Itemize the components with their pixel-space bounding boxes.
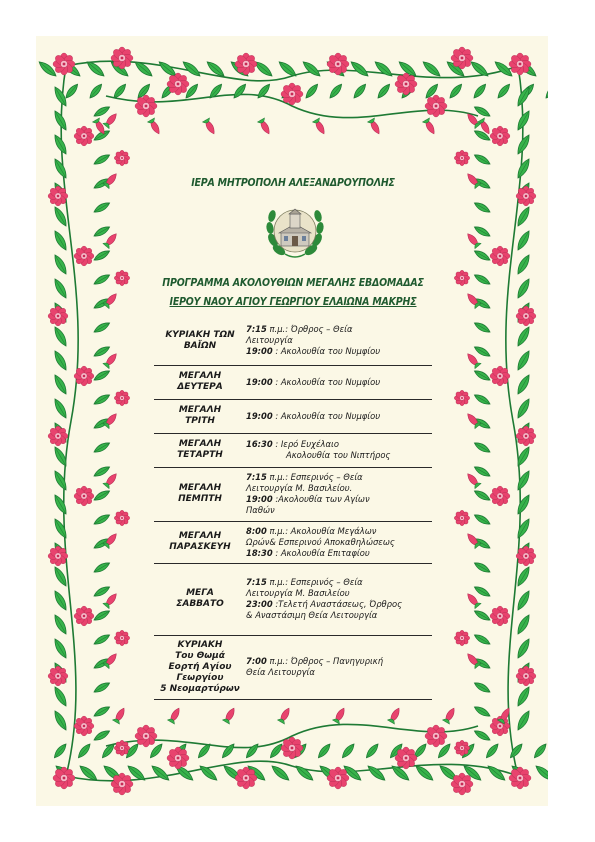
- leaf: [93, 368, 112, 382]
- flower: [114, 510, 129, 525]
- service-text: :Τελετή Αναστάσεως, Όρθρος: [272, 599, 403, 609]
- service-time: 19:00: [246, 494, 273, 504]
- schedule-services: [246, 521, 432, 563]
- bud: [388, 706, 403, 724]
- service-time: 16:30: [246, 439, 273, 449]
- service-text: : Ακολουθία του Νυμφίου: [272, 346, 381, 357]
- flower: [167, 73, 189, 95]
- leaf: [515, 253, 532, 276]
- leaf: [93, 680, 112, 694]
- service-line: [246, 505, 432, 516]
- leaf: [473, 104, 492, 118]
- schedule-row: [154, 521, 432, 563]
- leaf: [515, 517, 532, 540]
- leaf: [93, 200, 112, 214]
- bud: [443, 706, 458, 724]
- schedule-services: [246, 365, 432, 399]
- leaf: [232, 82, 248, 100]
- leaf: [364, 742, 380, 760]
- schedule-row: [154, 433, 432, 467]
- service-time: 7:00: [246, 656, 267, 666]
- leaf: [52, 229, 69, 252]
- leaf: [93, 632, 112, 646]
- flower: [74, 486, 94, 506]
- flower: [114, 270, 129, 285]
- flower: [516, 426, 536, 446]
- bud: [313, 118, 328, 136]
- service-line: [246, 411, 432, 422]
- service-time: 19:00: [246, 376, 273, 387]
- service-line: [246, 599, 432, 610]
- leaf: [534, 763, 548, 783]
- flower: [490, 606, 510, 626]
- service-text: π.μ.: Όρθρος – Θεία: [266, 324, 353, 335]
- leaf: [473, 632, 492, 646]
- leaf: [515, 157, 532, 180]
- leaf: [349, 59, 370, 79]
- flower: [490, 366, 510, 386]
- leaf: [328, 82, 344, 100]
- schedule-row: [154, 399, 432, 433]
- flower: [454, 740, 469, 755]
- schedule-row: [154, 563, 432, 635]
- leaf: [515, 613, 532, 636]
- flower: [114, 630, 129, 645]
- flower: [111, 47, 133, 69]
- leaf: [148, 742, 164, 760]
- service-line: [246, 548, 432, 559]
- leaf: [112, 82, 128, 100]
- leaf: [304, 82, 320, 100]
- flower: [74, 246, 94, 266]
- service-line: [246, 483, 432, 494]
- service-text: Λειτουργία Μ. Βασιλείου: [246, 588, 350, 598]
- leaf: [244, 742, 260, 760]
- leaf: [473, 680, 492, 694]
- leaf: [473, 440, 492, 454]
- flower: [516, 306, 536, 326]
- leaf: [93, 440, 112, 454]
- leaf: [52, 493, 69, 516]
- leaf: [76, 742, 92, 760]
- day-line: ΒΑΪΩΝ: [183, 340, 217, 351]
- schedule-services: [246, 317, 432, 365]
- leaf: [93, 152, 112, 166]
- flower: [53, 767, 75, 789]
- leaf: [515, 397, 532, 420]
- leaf: [473, 584, 492, 598]
- service-time: 7:15: [246, 324, 267, 335]
- flower: [425, 725, 447, 747]
- flower: [74, 606, 94, 626]
- schedule-services: [246, 399, 432, 433]
- service-text: Παθών: [246, 505, 275, 515]
- day-line: ΜΕΓΑΛΗ: [178, 483, 222, 493]
- bud: [168, 706, 183, 724]
- leaf: [473, 248, 492, 262]
- flower: [509, 767, 531, 789]
- flower: [425, 95, 447, 117]
- flower: [327, 767, 349, 789]
- service-text: : Ιερό Ευχέλαιο: [272, 439, 339, 449]
- flower: [454, 150, 469, 165]
- leaf: [515, 685, 532, 708]
- service-text: & Αναστάσιμη Θεία Λειτουργία: [246, 610, 378, 620]
- document-page: [36, 36, 548, 806]
- church-logo-icon: [263, 200, 327, 262]
- flower: [451, 773, 473, 795]
- leaf: [93, 488, 112, 502]
- schedule-row: [154, 467, 432, 521]
- leaf: [150, 763, 171, 783]
- leaf: [448, 82, 464, 100]
- schedule-row: [154, 635, 432, 699]
- bud: [423, 118, 438, 136]
- service-line: [246, 346, 432, 357]
- day-line: ΜΕΓΑΛΗ: [178, 439, 222, 449]
- service-line: [246, 577, 432, 588]
- schedule-services: [246, 467, 432, 521]
- flower: [327, 53, 349, 75]
- schedule-day: [154, 365, 246, 399]
- church-name: ΙΕΡΟΥ ΝΑΟΥ ΑΓΙΟΥ ΓΕΩΡΓΙΟΥ ΕΛΑΙΩΝΑ ΜΑΚΡΗΣ: [169, 296, 417, 308]
- day-line: ΣΑΒΒΑΤΟ: [176, 599, 224, 609]
- flower: [74, 126, 94, 146]
- leaf: [473, 728, 492, 742]
- leaf: [373, 59, 394, 79]
- leaf: [270, 763, 291, 783]
- leaf: [496, 82, 512, 100]
- service-time: 18:30: [246, 547, 273, 558]
- flower: [74, 366, 94, 386]
- leaf: [93, 344, 112, 358]
- leaf: [52, 709, 69, 732]
- schedule-day: [154, 635, 246, 699]
- flower: [114, 740, 129, 755]
- service-time: 19:00: [246, 346, 273, 357]
- leaf: [133, 59, 154, 79]
- flower: [395, 747, 417, 769]
- day-line: ΜΕΓΑΛΗ: [178, 371, 222, 381]
- leaf: [515, 349, 532, 372]
- service-line: [246, 526, 432, 537]
- flower: [395, 73, 417, 95]
- service-text: π.μ.: Εσπερινός – Θεία: [266, 472, 363, 482]
- leaf: [52, 157, 69, 180]
- leaf: [515, 373, 532, 396]
- leaf: [515, 637, 532, 660]
- service-line: [246, 494, 432, 505]
- leaf: [473, 152, 492, 166]
- leaf: [484, 742, 500, 760]
- service-line: [246, 377, 432, 388]
- schedule-row: [154, 365, 432, 399]
- bud: [203, 118, 218, 136]
- leaf: [316, 742, 332, 760]
- bud: [148, 118, 163, 136]
- day-line: Του Θωμά: [175, 650, 225, 661]
- service-time: 7:15: [246, 577, 267, 587]
- day-line: ΚΥΡΙΑΚΗ: [177, 639, 223, 650]
- service-line: [246, 588, 432, 599]
- leaf: [52, 349, 69, 372]
- bud: [103, 231, 119, 248]
- bud: [465, 351, 481, 368]
- bud: [278, 706, 293, 724]
- leaf: [352, 82, 368, 100]
- flower: [281, 83, 303, 105]
- leaf: [93, 392, 112, 406]
- bud: [103, 591, 119, 608]
- leaf: [93, 104, 112, 118]
- schedule-services: [246, 635, 432, 699]
- day-line: ΠΕΜΠΤΗ: [178, 494, 222, 504]
- service-text: π.μ.: Εσπερινός – Θεία: [266, 577, 363, 587]
- service-time: 8:00: [246, 525, 267, 536]
- service-line: [246, 450, 432, 461]
- service-line: [246, 472, 432, 483]
- leaf: [473, 464, 492, 478]
- flower: [454, 630, 469, 645]
- day-line: ΜΕΓΑΛΗ: [178, 531, 222, 541]
- service-line: [246, 610, 432, 621]
- leaf: [515, 277, 532, 300]
- flower: [490, 126, 510, 146]
- leaf: [52, 397, 69, 420]
- leaf: [208, 82, 224, 100]
- service-line: [246, 537, 432, 548]
- day-line: ΔΕΥΤΕΡΑ: [177, 382, 223, 392]
- leaf: [366, 763, 387, 783]
- day-line: ΠΑΡΑΣΚΕΥΗ: [169, 542, 231, 552]
- schedule-table: [154, 317, 432, 700]
- leaf: [473, 608, 492, 622]
- leaf: [52, 742, 68, 760]
- flower: [48, 186, 68, 206]
- leaf: [93, 560, 112, 574]
- bud: [103, 471, 119, 488]
- leaf: [473, 488, 492, 502]
- service-line: [246, 439, 432, 450]
- flower: [48, 426, 68, 446]
- leaf: [473, 368, 492, 382]
- program-title: ΠΡΟΓΡΑΜΜΑ ΑΚΟΛΟΥΘΙΩΝ ΜΕΓΑΛΗΣ ΕΒΔΟΜΑΔΑΣ: [162, 277, 424, 289]
- bud: [103, 111, 119, 128]
- leaf: [93, 464, 112, 478]
- service-text: Λειτουργία Μ. Βασιλείου.: [246, 483, 353, 493]
- service-line: [246, 667, 432, 678]
- flower: [516, 546, 536, 566]
- leaf: [301, 59, 322, 79]
- leaf: [52, 373, 69, 396]
- flower: [48, 306, 68, 326]
- day-line: 5 Νεομαρτύρων: [160, 683, 240, 694]
- service-text: : Ακολουθία του Νυμφίου: [272, 376, 381, 387]
- service-line: [246, 335, 432, 346]
- metropolis-heading: ΙΕΡΑ ΜΗΤΡΟΠΟΛΗ ΑΛΕΞΑΝΔΡΟΥΠΟΛΗΣ: [191, 177, 395, 189]
- flower: [167, 747, 189, 769]
- leaf: [52, 277, 69, 300]
- leaf: [515, 469, 532, 492]
- leaf: [93, 512, 112, 526]
- leaf: [52, 517, 69, 540]
- service-text: : Ακολουθία Επιταφίου: [272, 547, 370, 558]
- bud: [333, 706, 348, 724]
- leaf: [515, 589, 532, 612]
- leaf: [472, 82, 488, 100]
- leaf: [93, 584, 112, 598]
- schedule-day: [154, 399, 246, 433]
- flower: [74, 716, 94, 736]
- bud: [103, 351, 119, 368]
- service-time: 7:15: [246, 472, 267, 482]
- leaf: [93, 320, 112, 334]
- leaf: [93, 728, 112, 742]
- flower: [111, 773, 133, 795]
- flower: [454, 270, 469, 285]
- schedule-row: [154, 317, 432, 365]
- flower: [454, 510, 469, 525]
- flower: [53, 53, 75, 75]
- leaf: [52, 685, 69, 708]
- leaf: [52, 253, 69, 276]
- service-time: 19:00: [246, 410, 273, 421]
- day-line: ΤΡΙΤΗ: [185, 416, 215, 426]
- flower: [48, 666, 68, 686]
- leaf: [473, 704, 492, 718]
- leaf: [544, 82, 548, 100]
- leaf: [473, 560, 492, 574]
- leaf: [52, 613, 69, 636]
- leaf: [52, 325, 69, 348]
- flower: [281, 737, 303, 759]
- service-text: Θεία Λειτουργία: [246, 667, 315, 677]
- service-text: : Ακολουθία του Νυμφίου: [272, 410, 381, 421]
- schedule-day: [154, 563, 246, 635]
- leaf: [508, 742, 524, 760]
- flower: [114, 150, 129, 165]
- flower: [135, 725, 157, 747]
- bud: [223, 706, 238, 724]
- service-text: :Ακολουθία των Αγίων: [272, 494, 370, 504]
- flower: [454, 390, 469, 405]
- flower: [235, 767, 257, 789]
- leaf: [473, 320, 492, 334]
- bud: [465, 231, 481, 248]
- leaf: [414, 763, 435, 783]
- service-time: 23:00: [246, 599, 273, 609]
- leaf: [473, 344, 492, 358]
- flower: [235, 53, 257, 75]
- bud: [465, 471, 481, 488]
- leaf: [340, 742, 356, 760]
- leaf: [64, 82, 80, 100]
- leaf: [515, 325, 532, 348]
- day-line: Γεωργίου: [176, 672, 224, 683]
- leaf: [473, 200, 492, 214]
- bud: [113, 706, 128, 724]
- flower: [516, 186, 536, 206]
- day-line: ΜΕΓΑ: [186, 588, 214, 598]
- service-text: π.μ.: Όρθρος – Πανηγυρική: [266, 656, 384, 666]
- leaf: [93, 704, 112, 718]
- schedule-services: [246, 563, 432, 635]
- service-text: π.μ.: Ακολουθία Μεγάλων: [266, 525, 377, 536]
- flower: [490, 486, 510, 506]
- leaf: [220, 742, 236, 760]
- service-text: Ακολουθία του Νιπτήρος: [286, 450, 391, 460]
- schedule-day: [154, 433, 246, 467]
- service-text: Ωρών& Εσπερινού Αποκαθηλώσεως: [246, 536, 395, 547]
- leaf: [93, 272, 112, 286]
- leaf: [532, 742, 548, 760]
- flower: [114, 390, 129, 405]
- leaf: [486, 763, 507, 783]
- bud: [368, 118, 383, 136]
- leaf: [376, 82, 392, 100]
- schedule-services: [246, 433, 432, 467]
- schedule-day: [154, 467, 246, 521]
- leaf: [277, 59, 298, 79]
- leaf: [515, 493, 532, 516]
- service-line: [246, 324, 432, 335]
- leaf: [52, 637, 69, 660]
- leaf: [93, 608, 112, 622]
- leaf: [294, 763, 315, 783]
- flower: [509, 53, 531, 75]
- day-line: ΜΕΓΑΛΗ: [178, 405, 222, 415]
- bud: [258, 118, 273, 136]
- schedule-day: [154, 317, 246, 365]
- leaf: [52, 469, 69, 492]
- bud: [465, 591, 481, 608]
- day-line: ΚΥΡΙΑΚΗ ΤΩΝ: [165, 329, 235, 340]
- flower: [48, 546, 68, 566]
- flower: [451, 47, 473, 69]
- leaf: [52, 589, 69, 612]
- leaf: [473, 272, 492, 286]
- flower: [135, 95, 157, 117]
- leaf: [473, 392, 492, 406]
- schedule-day: [154, 521, 246, 563]
- service-line: [246, 656, 432, 667]
- leaf: [421, 59, 442, 79]
- leaf: [93, 248, 112, 262]
- flower: [490, 246, 510, 266]
- leaf: [88, 82, 104, 100]
- day-line: Εορτή Αγίου: [168, 661, 232, 672]
- day-line: ΤΕΤΑΡΤΗ: [177, 450, 223, 460]
- leaf: [473, 512, 492, 526]
- leaf: [515, 709, 532, 732]
- service-text: Λειτουργία: [246, 335, 293, 346]
- leaf: [93, 224, 112, 238]
- flower: [516, 666, 536, 686]
- leaf: [473, 224, 492, 238]
- leaf: [515, 229, 532, 252]
